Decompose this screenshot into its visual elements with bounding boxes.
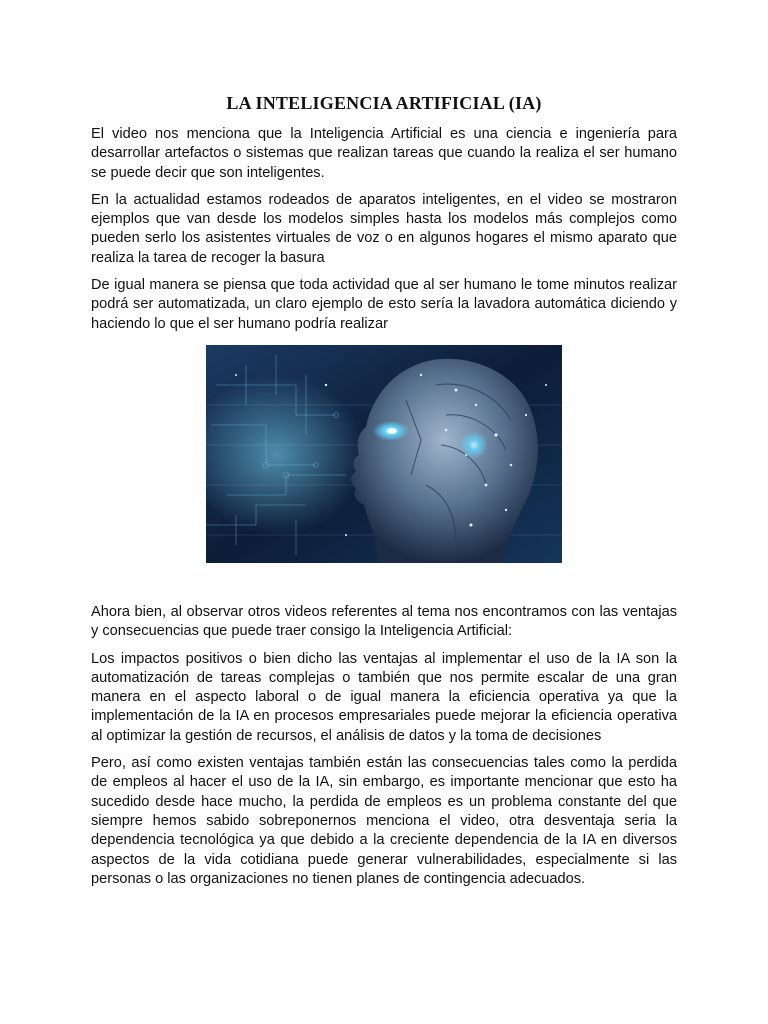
spacer [91,563,677,603]
ai-robot-head-image [206,345,562,563]
paragraph-1: El video nos menciona que la Inteligencia Artificial es una ciencia e ingeniería para desarrollar artefactos o sistemas que realizan tareas que cuando la realiza el ser humano se puede decir que son inteligentes. [91,126,677,181]
paragraph-5: Los impactos positivos o bien dicho las ventajas al implementar el uso de la IA son la automatización de tareas complejas o también que nos permite escalar de una gran manera en el aspecto laboral o de igual manera la eficiencia operativa ya que la implementación de la IA en procesos empresariales puede mejorar la eficiencia operativa al optimizar la gestión de recursos, el análisis de datos y la toma de decisiones [91,650,677,744]
paragraph-3: De igual manera se piensa que toda actividad que al ser humano le tome minutos realizar podrá ser automatizada, un claro ejemplo de esto sería la lavadora automática diciendo y haciendo lo que el ser humano podría realizar [91,277,677,332]
paragraph-6: Pero, así como existen ventajas también están las consecuencias tales como la perdida de empleos al hacer el uso de la IA, sin embargo, es importante mencionar que esto ha sucedido desde hace mucho, la perdida de empleos es un problema constante del que siempre hemos sabido sobreponernos menciona el video, otra desventaja seria la dependencia tecnológica ya que debido a la creciente dependencia de la IA en diversos aspectos de la vida cotidiana puede generar vulnerabilidades, especialmente si las personas o las organizaciones no tienen planes de contingencia adecuados. [91,755,677,887]
paragraph-2: En la actualidad estamos rodeados de aparatos inteligentes, en el video se mostraron ejemplos que van desde los modelos simples hasta los modelos más complejos como pueden serlo los asistentes virtuales de voz o en algunos hogares el mismo aparato que realiza la tarea de recoger la basura [91,191,677,266]
paragraph-4: Ahora bien, al observar otros videos referentes al tema nos encontramos con las ventajas y consecuencias que puede traer consigo la Inteligencia Artificial: [91,603,677,640]
document-title: LA INTELIGENCIA ARTIFICIAL (IA) [226,93,542,113]
ai-robot-head-illustration-icon [206,345,562,563]
document-page [91,93,677,897]
